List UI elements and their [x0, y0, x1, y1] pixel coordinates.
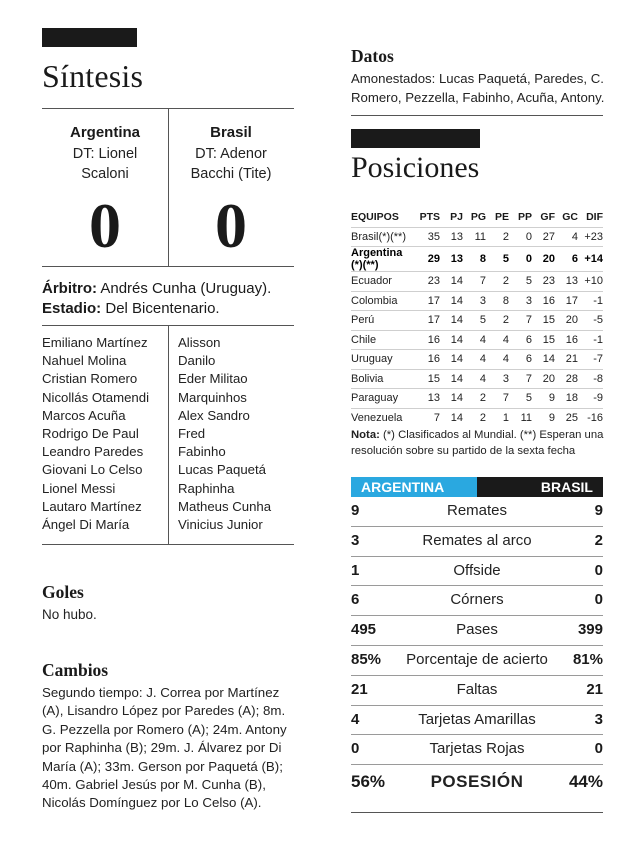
- stat-cell: 15: [532, 311, 555, 331]
- stat-away-value: 44%: [568, 772, 603, 792]
- home-coach-line2: Scaloni: [81, 166, 129, 182]
- stat-row: [351, 557, 603, 587]
- column-header: DIF: [586, 210, 603, 223]
- stat-cell: +10: [578, 272, 603, 292]
- stat-label: POSESIÓN: [430, 772, 524, 792]
- standings-row: [351, 227, 603, 247]
- stat-cell: -8: [578, 369, 603, 389]
- player-name: Matheus Cunha: [178, 498, 272, 514]
- stat-cell: 9: [532, 408, 555, 428]
- stat-cell: 11: [509, 408, 532, 428]
- stat-cell: 16: [555, 330, 578, 350]
- stat-cell: 14: [440, 272, 463, 292]
- stat-cell: 17: [412, 291, 440, 311]
- player-name: Marcos Acuña: [42, 407, 126, 423]
- team-cell: Perú: [351, 311, 412, 331]
- teams-scoreboard: [42, 108, 294, 266]
- team-cell: Chile: [351, 330, 412, 350]
- sintesis-header-bar: [42, 28, 137, 47]
- stat-cell: 4: [463, 330, 486, 350]
- sintesis-title: Síntesis: [42, 58, 144, 94]
- home-lineup: [42, 334, 149, 534]
- stat-cell: 13: [440, 247, 463, 272]
- stat-cell: 2: [463, 408, 486, 428]
- stat-row: [351, 586, 603, 616]
- stat-cell: 3: [509, 291, 532, 311]
- player-name: Alex Sandro: [178, 407, 250, 423]
- lineup-divider: [168, 326, 169, 544]
- standings-header-row: [351, 207, 603, 227]
- home-team: [42, 108, 168, 266]
- stat-cell: 4: [463, 369, 486, 389]
- stadium-line: [42, 299, 271, 319]
- standings-row: [351, 408, 603, 428]
- standings-table: [351, 207, 603, 428]
- player-name: Alisson: [178, 335, 221, 350]
- stat-away-value: 9: [594, 502, 603, 519]
- stat-home-value: 6: [351, 591, 360, 609]
- stat-cell: 14: [440, 389, 463, 409]
- away-team-coach: [168, 144, 294, 184]
- stats-header: [351, 477, 603, 497]
- player-name: Cristian Romero: [42, 371, 138, 387]
- stat-row: [351, 616, 603, 646]
- column-header: PTS: [419, 210, 440, 223]
- standings-row: [351, 330, 603, 350]
- stat-cell: 5: [463, 311, 486, 331]
- stat-cell: -5: [578, 311, 603, 331]
- lineups: [42, 326, 294, 544]
- stats-home-label: ARGENTINA: [351, 477, 477, 497]
- home-score: 0: [89, 190, 121, 261]
- stat-cell: 20: [532, 247, 555, 272]
- goles-text: No hubo.: [42, 607, 97, 622]
- divider: [351, 812, 603, 813]
- stat-cell: 14: [440, 408, 463, 428]
- stat-cell: 2: [486, 311, 509, 331]
- stat-cell: -9: [578, 389, 603, 409]
- stat-cell: 16: [532, 291, 555, 311]
- stat-home-value: 21: [351, 680, 368, 698]
- stat-cell: 15: [412, 369, 440, 389]
- stat-cell: -7: [578, 350, 603, 370]
- stat-away-value: 81%: [572, 650, 603, 668]
- stat-cell: 35: [412, 227, 440, 247]
- stat-cell: 25: [555, 408, 578, 428]
- stat-cell: 5: [509, 272, 532, 292]
- away-team: [168, 108, 294, 266]
- stat-row: [351, 735, 603, 765]
- stat-home-value: 1: [351, 561, 360, 579]
- player-name: Lucas Paquetá: [178, 462, 266, 478]
- stat-cell: 5: [509, 389, 532, 409]
- stat-cell: 17: [555, 291, 578, 311]
- stat-cell: 17: [412, 311, 440, 331]
- stat-cell: 18: [555, 389, 578, 409]
- referee-value: Andrés Cunha (Uruguay).: [100, 280, 272, 297]
- player-name: Fred: [178, 426, 206, 442]
- column-header: GF: [540, 210, 555, 223]
- stat-cell: 7: [509, 311, 532, 331]
- away-score: 0: [215, 190, 247, 261]
- stat-home-value: 56%: [351, 772, 386, 792]
- cambios-title: Cambios: [42, 660, 109, 680]
- stat-label: Porcentaje de acierto: [406, 650, 548, 668]
- stat-cell: 15: [532, 330, 555, 350]
- team-cell: Brasil(*)(**): [351, 227, 412, 247]
- stat-cell: 5: [486, 247, 509, 272]
- goles-title: Goles: [42, 582, 84, 602]
- stat-cell: 1: [486, 408, 509, 428]
- datos-title: Datos: [351, 46, 394, 66]
- stat-away-value: 0: [594, 561, 603, 579]
- stat-label: Tarjetas Amarillas: [418, 710, 536, 728]
- standings-row: [351, 291, 603, 311]
- divider: [42, 544, 294, 545]
- stat-cell: 4: [486, 330, 509, 350]
- stat-cell: +23: [578, 227, 603, 247]
- home-coach-line1: DT: Lionel: [72, 146, 138, 162]
- stat-row: [351, 527, 603, 557]
- stat-label: Offside: [453, 561, 501, 579]
- standings-row: [351, 272, 603, 292]
- stat-cell: 27: [532, 227, 555, 247]
- stat-home-value: 85%: [351, 650, 382, 668]
- standings-row: [351, 350, 603, 370]
- team-cell: Colombia: [351, 291, 412, 311]
- home-team-name: Argentina: [69, 124, 140, 141]
- stat-home-value: 495: [351, 621, 377, 639]
- posiciones-title: Posiciones: [351, 151, 480, 184]
- divider: [351, 115, 603, 116]
- stat-cell: -1: [578, 291, 603, 311]
- cambios-text: Segundo tiempo: J. Correa por Martínez (A), Lisandro López por Paredes (A); 8m. G. Pezzella por Romero (A); 24m. Antony por Raphinha (B); 29m. J. Álvarez por Di María (A); 33m. Gerson por Paquetá (B); 40m. Gabriel Jesús por M. Cunha (B), Nicolás Domínguez por Lo Celso (A).: [42, 685, 287, 811]
- note-text: (*) Clasificados al Mundial. (**) Esperan una resolución sobre su partido de la sexta fecha: [351, 429, 604, 457]
- stat-cell: 23: [412, 272, 440, 292]
- player-name: Lautaro Martínez: [42, 498, 142, 514]
- home-team-coach: [42, 144, 168, 184]
- stat-cell: 14: [532, 350, 555, 370]
- player-name: Fabinho: [178, 444, 226, 460]
- divider: [42, 266, 294, 267]
- stat-cell: 7: [412, 408, 440, 428]
- stat-cell: 0: [509, 247, 532, 272]
- referee-line: [42, 279, 271, 299]
- column-header: GC: [562, 210, 578, 223]
- column-header: PJ: [450, 210, 463, 223]
- player-name: Vinicius Junior: [178, 517, 263, 533]
- player-name: Leandro Paredes: [42, 444, 144, 460]
- stadium-label: Estadio:: [42, 300, 102, 317]
- stat-label: Córners: [450, 591, 504, 609]
- stat-cell: 8: [463, 247, 486, 272]
- referee-label: Árbitro:: [42, 280, 97, 297]
- player-name: Emiliano Martínez: [42, 335, 148, 350]
- stat-cell: 8: [486, 291, 509, 311]
- stat-cell: 2: [486, 227, 509, 247]
- player-name: Nicollás Otamendi: [42, 389, 150, 405]
- stat-cell: -16: [578, 408, 603, 428]
- stat-cell: -1: [578, 330, 603, 350]
- stat-cell: 16: [412, 350, 440, 370]
- stat-home-value: 3: [351, 531, 360, 549]
- team-cell: Argentina (*)(**): [351, 247, 412, 272]
- standings-row: [351, 247, 603, 272]
- stat-cell: 7: [463, 272, 486, 292]
- player-name: Giovani Lo Celso: [42, 462, 143, 478]
- stat-away-value: 21: [586, 680, 603, 698]
- player-name: Marquinhos: [178, 389, 247, 405]
- team-cell: Ecuador: [351, 272, 412, 292]
- stats-away-label: BRASIL: [477, 477, 603, 497]
- standings-note: [351, 427, 611, 459]
- stat-cell: +14: [578, 247, 603, 272]
- away-lineup: [178, 334, 271, 534]
- stat-cell: 28: [555, 369, 578, 389]
- stat-cell: 14: [440, 330, 463, 350]
- stat-cell: 4: [463, 350, 486, 370]
- posiciones-header-bar: [351, 129, 480, 148]
- stat-label: Remates al arco: [422, 531, 532, 549]
- stat-away-value: 3: [594, 710, 603, 728]
- stat-home-value: 0: [351, 740, 360, 758]
- stat-home-value: 4: [351, 710, 360, 728]
- stat-cell: 3: [486, 369, 509, 389]
- stat-cell: 4: [555, 227, 578, 247]
- stat-cell: 23: [532, 272, 555, 292]
- stat-cell: 13: [440, 227, 463, 247]
- stat-cell: 6: [555, 247, 578, 272]
- column-header: PG: [470, 210, 486, 223]
- team-cell: Paraguay: [351, 389, 412, 409]
- team-cell: Uruguay: [351, 350, 412, 370]
- stat-row: [351, 497, 603, 527]
- stat-cell: 11: [463, 227, 486, 247]
- column-header: PP: [517, 210, 532, 223]
- player-name: Lionel Messi: [42, 480, 116, 496]
- stat-cell: 29: [412, 247, 440, 272]
- stat-away-value: 399: [577, 621, 603, 639]
- standings-row: [351, 389, 603, 409]
- stat-cell: 9: [532, 389, 555, 409]
- stat-cell: 13: [412, 389, 440, 409]
- stat-cell: 6: [509, 350, 532, 370]
- stat-label: Faltas: [456, 680, 498, 698]
- stat-away-value: 0: [594, 591, 603, 609]
- player-name: Eder Militao: [178, 371, 248, 387]
- stat-cell: 20: [555, 311, 578, 331]
- stat-cell: 16: [412, 330, 440, 350]
- note-label: Nota:: [351, 429, 380, 441]
- stat-cell: 14: [440, 291, 463, 311]
- stat-row: [351, 706, 603, 736]
- stat-cell: 14: [440, 311, 463, 331]
- stat-home-value: 9: [351, 502, 360, 519]
- away-coach-line2: Bacchi (Tite): [190, 166, 272, 182]
- stadium-value: Del Bicentenario.: [105, 300, 220, 317]
- stat-cell: 2: [486, 272, 509, 292]
- away-coach-line1: DT: Adenor: [195, 146, 267, 162]
- team-cell: Venezuela: [351, 408, 412, 428]
- stat-cell: 4: [486, 350, 509, 370]
- stat-cell: 2: [463, 389, 486, 409]
- stat-cell: 20: [532, 369, 555, 389]
- stat-cell: 6: [509, 330, 532, 350]
- datos-text: Amonestados: Lucas Paquetá, Paredes, C. Romero, Pezzella, Fabinho, Acuña, Antony.: [351, 71, 605, 105]
- stat-cell: 13: [555, 272, 578, 292]
- player-name: Nahuel Molina: [42, 353, 127, 369]
- stat-row: [351, 765, 603, 797]
- player-name: Ángel Di María: [42, 517, 130, 533]
- column-header: PE: [494, 210, 509, 223]
- standings-body: [351, 227, 603, 428]
- standings-row: [351, 311, 603, 331]
- player-name: Danilo: [178, 353, 216, 369]
- stat-cell: 14: [440, 369, 463, 389]
- match-stats: [351, 497, 603, 797]
- stat-away-value: 0: [594, 740, 603, 758]
- away-team-name: Brasil: [210, 124, 252, 141]
- stat-row: [351, 676, 603, 706]
- column-header: EQUIPOS: [351, 210, 399, 223]
- team-cell: Bolivia: [351, 369, 412, 389]
- stat-row: [351, 646, 603, 676]
- stat-cell: 3: [463, 291, 486, 311]
- stat-label: Pases: [456, 621, 498, 639]
- standings-row: [351, 369, 603, 389]
- stat-cell: 7: [509, 369, 532, 389]
- stat-away-value: 2: [594, 531, 603, 549]
- player-name: Rodrigo De Paul: [42, 426, 139, 442]
- stat-label: Tarjetas Rojas: [429, 740, 525, 758]
- player-name: Raphinha: [178, 480, 235, 496]
- stat-label: Remates: [446, 502, 508, 519]
- stat-cell: 7: [486, 389, 509, 409]
- match-officials: [42, 279, 271, 319]
- stat-cell: 14: [440, 350, 463, 370]
- stat-cell: 0: [509, 227, 532, 247]
- stat-cell: 21: [555, 350, 578, 370]
